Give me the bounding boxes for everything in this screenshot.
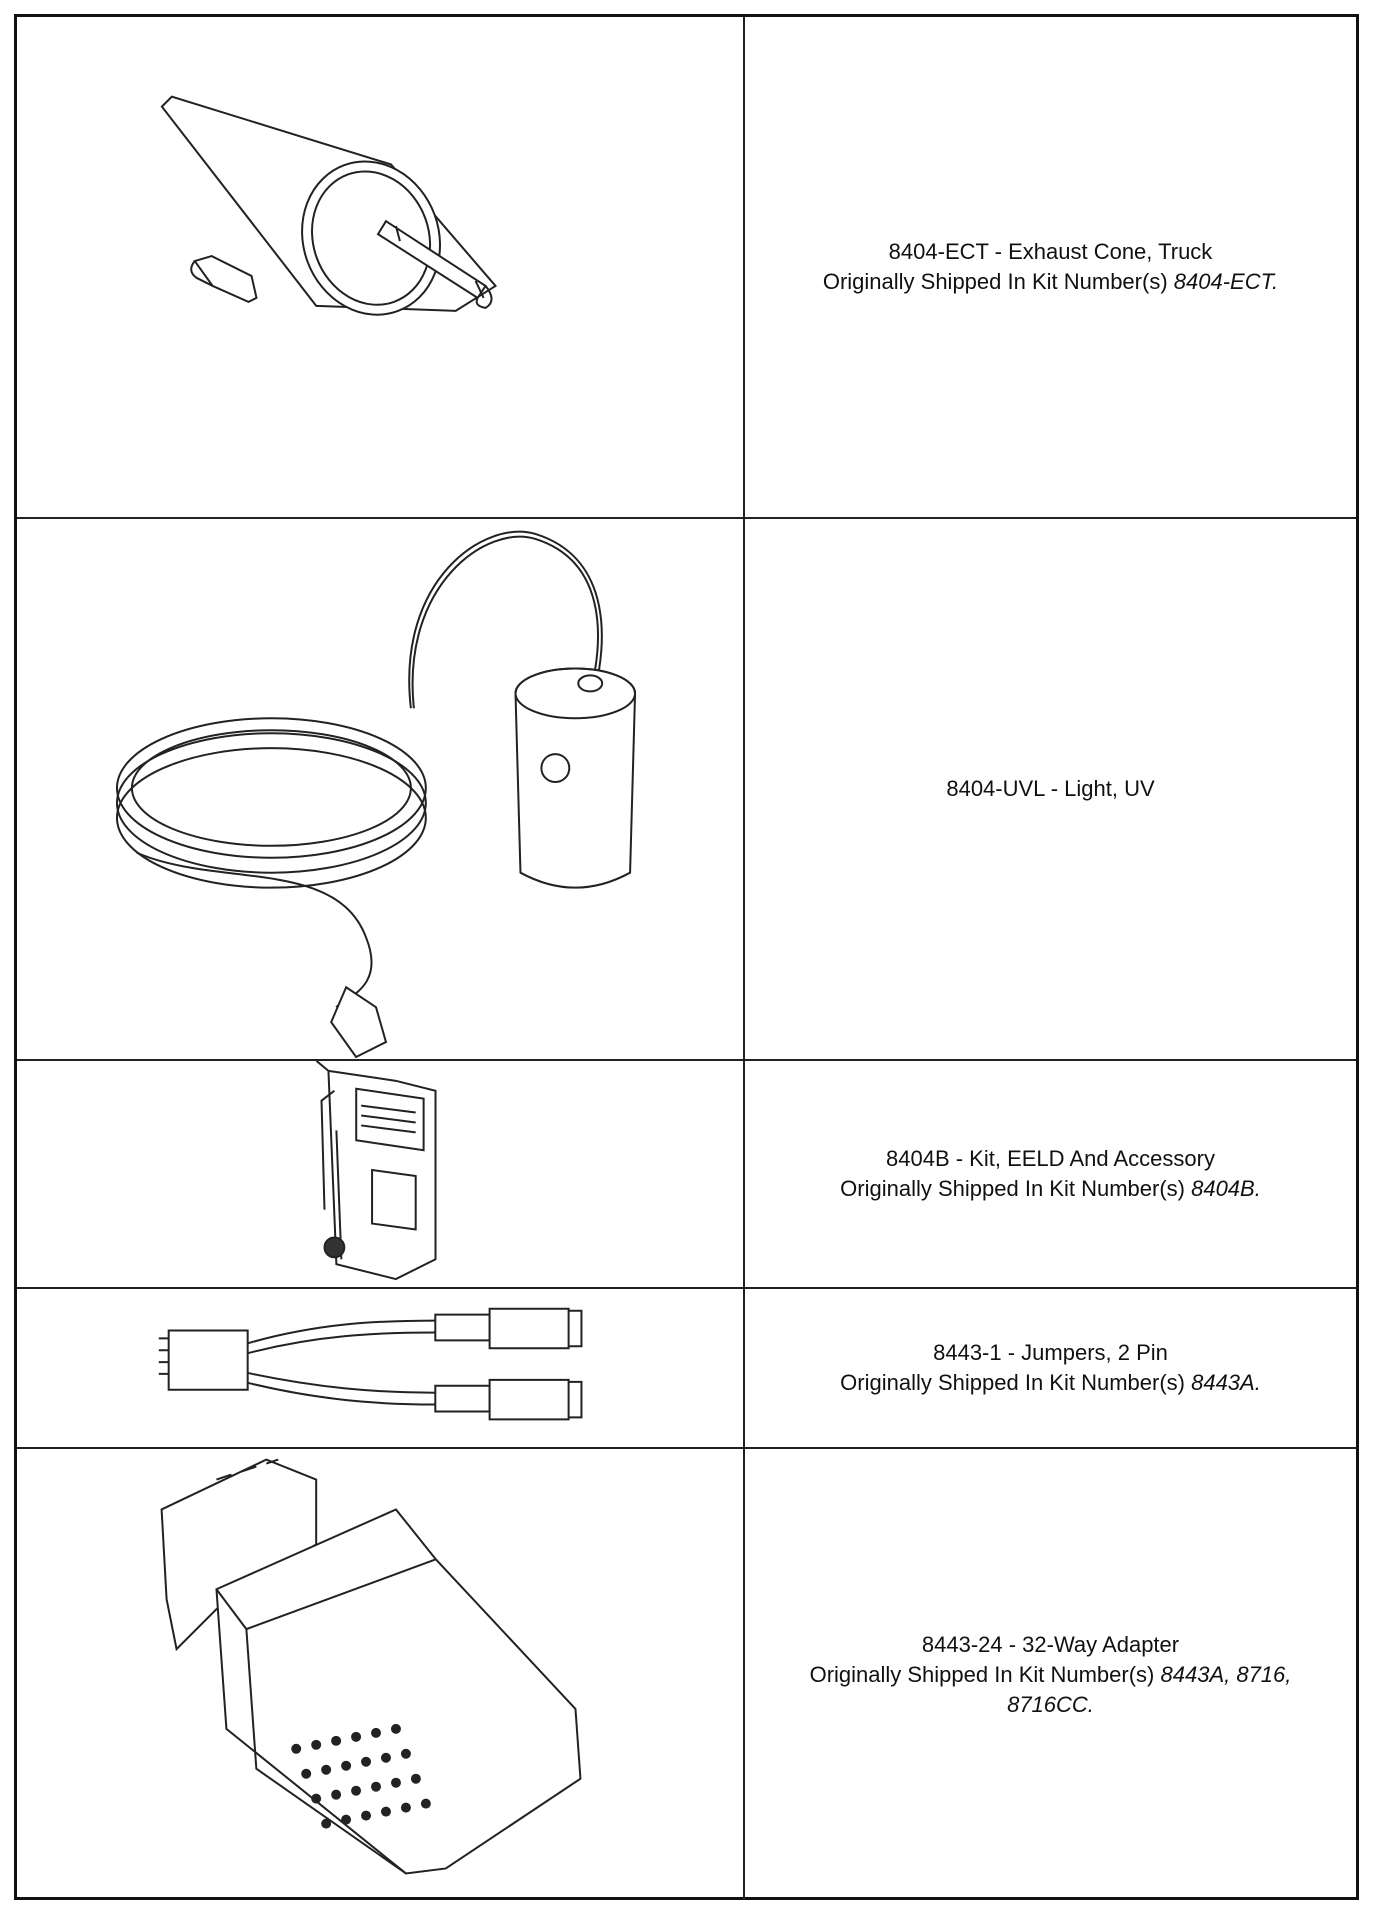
shipped-line: [840, 1174, 1261, 1204]
shipped-line: [840, 1368, 1261, 1398]
item-title: 8404B - Kit, EELD And Accessory: [886, 1146, 1215, 1171]
table-row: [17, 1289, 1356, 1449]
item-description: [745, 1449, 1356, 1900]
adapter-illustration: [17, 1449, 745, 1900]
item-title: 8404-UVL - Light, UV: [946, 776, 1155, 801]
shipped-label: Originally Shipped In Kit Number(s): [840, 1176, 1192, 1201]
item-title: 8404-ECT - Exhaust Cone, Truck: [888, 239, 1213, 264]
kit-numbers: 8443A.: [1191, 1370, 1261, 1395]
table-row: [17, 519, 1356, 1061]
shipped-line: [810, 1660, 1292, 1690]
kit-numbers: 8404B.: [1191, 1176, 1261, 1201]
shipped-label: Originally Shipped In Kit Number(s): [822, 269, 1174, 294]
table-row: [17, 17, 1356, 519]
item-title: 8443-24 - 32-Way Adapter: [921, 1631, 1180, 1657]
table-row: [17, 1449, 1356, 1900]
item-description: [745, 1289, 1356, 1447]
shipped-label: Originally Shipped In Kit Number(s): [840, 1370, 1192, 1395]
item-description: [745, 519, 1356, 1059]
item-title: 8443-1 - Jumpers, 2 Pin: [933, 1340, 1168, 1365]
eeld-kit-illustration: [17, 1061, 745, 1287]
exhaust-cone-illustration: [17, 17, 745, 517]
kit-numbers-continued: 8716CC.: [1007, 1691, 1094, 1717]
tool-table: [14, 14, 1359, 1900]
table-row: [17, 1061, 1356, 1289]
kit-numbers: 8404-ECT.: [1173, 269, 1279, 294]
jumpers-illustration: [17, 1289, 745, 1447]
item-description: [745, 1061, 1356, 1287]
item-description: [745, 17, 1356, 517]
kit-numbers: 8443A, 8716,: [1160, 1661, 1292, 1687]
shipped-label: Originally Shipped In Kit Number(s): [809, 1661, 1161, 1687]
uv-light-illustration: [17, 519, 745, 1059]
shipped-line: [823, 267, 1278, 297]
